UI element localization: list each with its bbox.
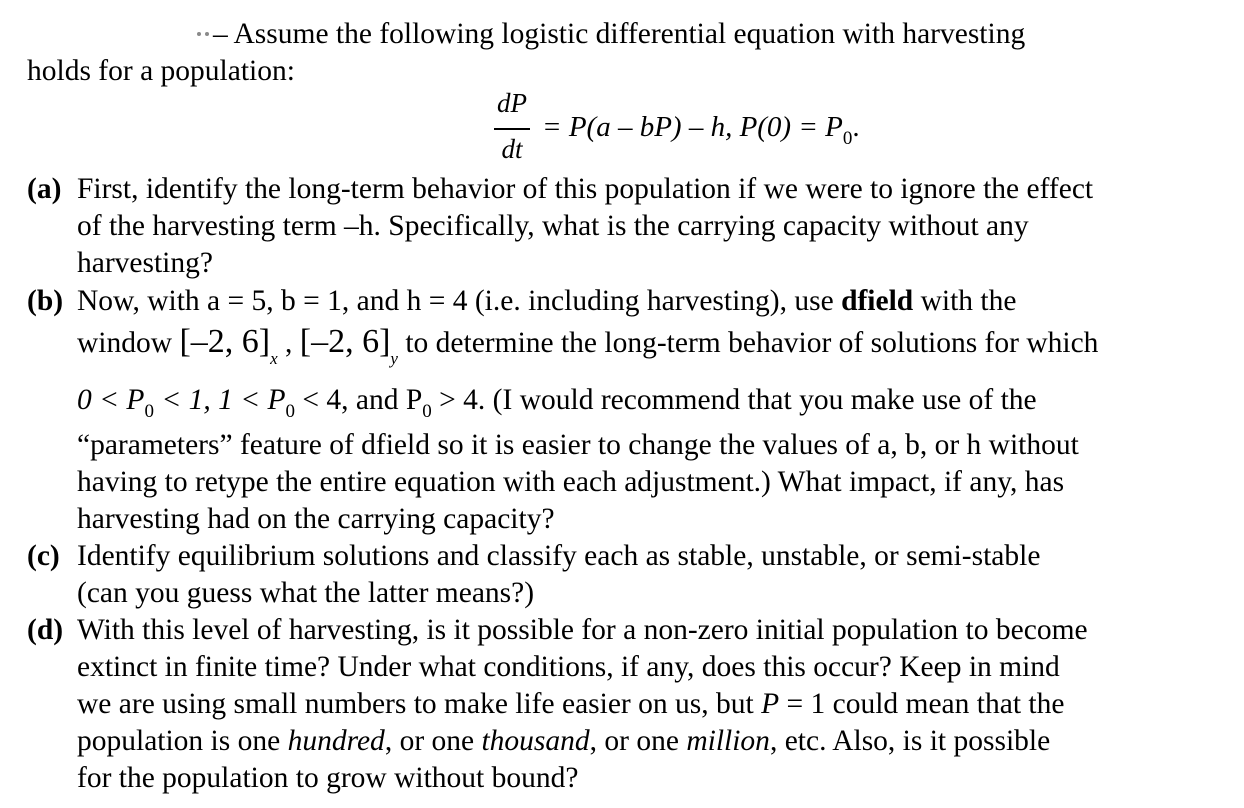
part-d-label: (d) [27, 614, 64, 646]
part-d-line-5: for the population to grow without bound? [77, 762, 579, 794]
part-d-line-3 [77, 686, 1064, 722]
equation-period: . [852, 111, 860, 143]
part-b-line-1-post: with the [913, 285, 1017, 317]
part-a-label: (a) [27, 173, 62, 205]
window-x-subscript: x [270, 349, 278, 368]
ineq-2: < 1, 1 < P [153, 384, 286, 416]
fraction-bar [494, 128, 530, 130]
bullet-dot-icon [205, 32, 209, 36]
part-c-label: (c) [27, 540, 60, 572]
fraction-denominator: dt [501, 134, 523, 164]
part-b-line-5: having to retype the entire equation with each adjustment.) What impact, if any, has [77, 466, 1065, 498]
fraction-numerator: dP [497, 88, 527, 118]
part-d-line-3-pre: we are using small numbers to make life easier on us, but [77, 688, 762, 720]
window-separator: , [277, 327, 300, 359]
part-d-line-1: With this level of harvesting, is it possible for a non-zero initial population to become [77, 614, 1088, 646]
part-d-line-4 [77, 723, 1050, 759]
bullet-dot-icon [197, 32, 201, 36]
part-b-line-4: “parameters” feature of dfield so it is easier to change the values of a, b, or h without [77, 429, 1079, 461]
equation-rhs-text: = P(a – bP) – h, P(0) = P [542, 111, 843, 143]
part-d-line-3-post: = 1 could mean that the [779, 688, 1065, 720]
window-y-subscript: y [390, 349, 398, 368]
part-b-line-2-post: to determine the long-term behavior of solutions for which [397, 327, 1099, 359]
ineq-1: 0 < P [77, 384, 145, 416]
window-x-interval: [–2, 6] [179, 323, 271, 360]
part-b-line-3 [77, 382, 1037, 422]
window-y-interval: [–2, 6] [299, 323, 391, 360]
part-b-line-2 [77, 323, 1099, 368]
p0-subscript: 0 [285, 401, 296, 422]
word-hundred: hundred [287, 725, 385, 757]
part-c-line-2: (can you guess what the latter means?) [77, 577, 535, 609]
part-b-line-3-post: > 4. (I would recommend that you make use of the [431, 384, 1037, 416]
part-c-line-1: Identify equilibrium solutions and classify each as stable, unstable, or semi-stable [77, 540, 1041, 572]
window-label: window [77, 327, 180, 359]
p0-subscript: 0 [144, 401, 154, 422]
intro-text-1: – Assume the following logistic differential equation with harvesting [213, 18, 1026, 50]
part-d-line-4-a: population is one [77, 725, 288, 757]
part-a-line-1: First, identify the long-term behavior of this population if we were to ignore the effect [77, 173, 1094, 205]
word-thousand: thousand [481, 725, 590, 757]
part-d-line-4-d: , etc. Also, is it possible [769, 725, 1051, 757]
ineq-3: < 4, and P [295, 384, 423, 416]
part-d-line-4-b: , or one [384, 725, 482, 757]
equation-rhs [542, 110, 860, 148]
part-d-line-2: extinct in finite time? Under what conditions, if any, does this occur? Keep in mind [77, 651, 1060, 683]
part-a-line-3: harvesting? [77, 247, 213, 279]
equation-p0-subscript: 0 [842, 128, 853, 149]
part-b-line-6: harvesting had on the carrying capacity? [77, 503, 555, 535]
part-b-label: (b) [27, 285, 64, 317]
part-d-line-4-c: , or one [589, 725, 687, 757]
part-b-line-1-pre: Now, with a = 5, b = 1, and h = 4 (i.e. including harvesting), use [77, 285, 842, 317]
p0-subscript: 0 [422, 401, 432, 422]
part-a-line-2: of the harvesting term –h. Specifically, what is the carrying capacity without any [77, 210, 1029, 242]
part-b-line-1 [77, 283, 1016, 319]
word-million: million [686, 725, 770, 757]
intro-line-2: holds for a population: [27, 55, 295, 87]
dfield-bold: dfield [841, 285, 914, 317]
variable-p: P [761, 688, 780, 720]
intro-line-1 [197, 16, 1025, 52]
